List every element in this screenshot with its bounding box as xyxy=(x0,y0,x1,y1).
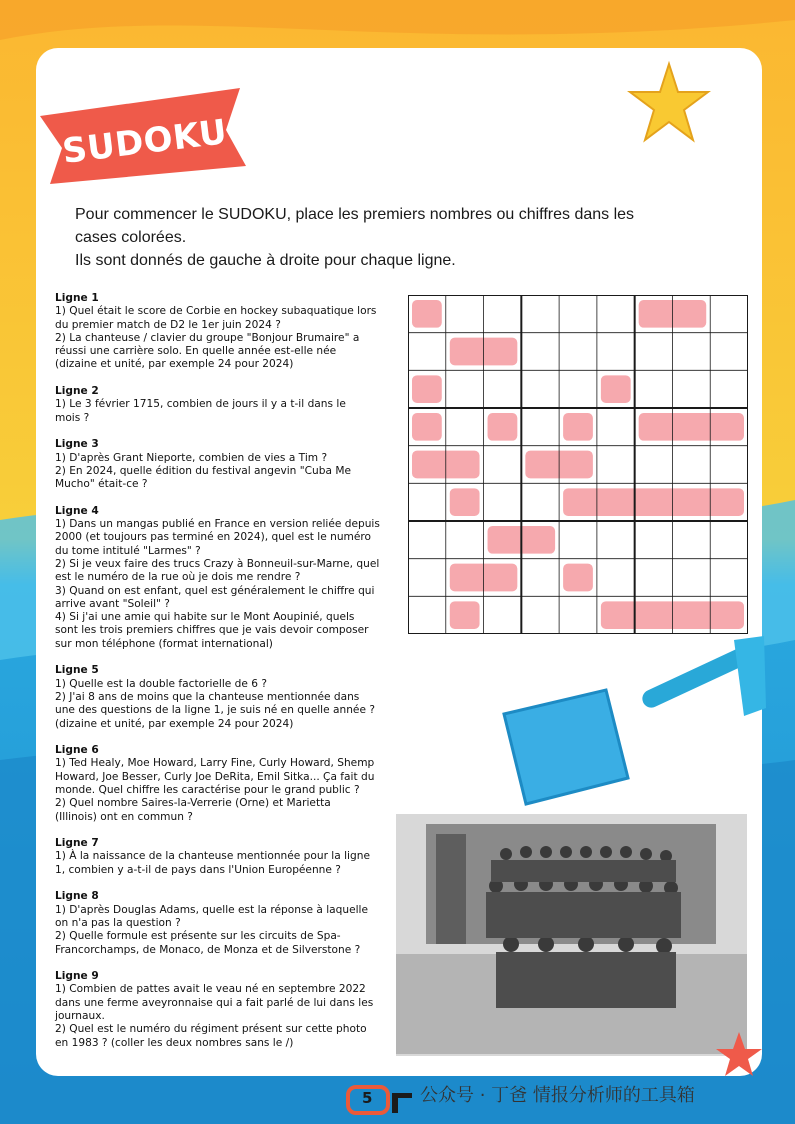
sudoku-cell[interactable] xyxy=(408,596,446,634)
sudoku-cell[interactable] xyxy=(635,446,673,484)
sudoku-cell[interactable] xyxy=(710,559,748,597)
question-block-2 xyxy=(55,385,395,425)
highlight-cell-run xyxy=(601,375,631,403)
page-logo-icon xyxy=(346,1083,416,1117)
sudoku-cell[interactable] xyxy=(521,333,559,371)
sudoku-cell[interactable] xyxy=(408,483,446,521)
sudoku-cell[interactable] xyxy=(446,295,484,333)
intro-line-1: Pour commencer le SUDOKU, place les premiers nombres ou chiffres dans les xyxy=(75,206,635,223)
sudoku-cell[interactable] xyxy=(484,446,522,484)
question-block-7 xyxy=(55,837,395,877)
question-title: Ligne 5 xyxy=(55,664,99,677)
highlight-cell-run xyxy=(412,375,442,403)
sudoku-cell[interactable] xyxy=(521,559,559,597)
sudoku-cell[interactable] xyxy=(597,295,635,333)
sudoku-cell[interactable] xyxy=(710,295,748,333)
sudoku-cell[interactable] xyxy=(521,370,559,408)
sudoku-cell[interactable] xyxy=(484,370,522,408)
question-text: 1) D'après Douglas Adams, quelle est la réponse à laquelle on n'a pas la question ? 2) Quelle formule est présente sur les circuits de Spa- Francorchamps, de Monaco, de Monza et de Silverstone ? xyxy=(55,903,369,956)
intro-line-2: cases colorées. xyxy=(75,229,187,246)
question-block-8 xyxy=(55,890,395,956)
highlight-cell-run xyxy=(412,413,442,441)
page-number: 5 xyxy=(362,1089,373,1107)
sudoku-cell[interactable] xyxy=(521,295,559,333)
sudoku-cell[interactable] xyxy=(597,333,635,371)
sudoku-cell[interactable] xyxy=(408,559,446,597)
question-block-6 xyxy=(55,744,395,824)
sudoku-cell[interactable] xyxy=(484,295,522,333)
regiment-photo xyxy=(396,814,747,1056)
highlight-cell-run xyxy=(412,300,442,328)
question-block-9 xyxy=(55,970,395,1050)
sudoku-cell[interactable] xyxy=(635,370,673,408)
highlight-cell-run xyxy=(563,564,593,592)
shovel-icon xyxy=(498,628,768,808)
sudoku-cell[interactable] xyxy=(635,559,673,597)
questions-list xyxy=(55,292,395,1063)
sudoku-cell[interactable] xyxy=(446,408,484,446)
question-text: 1) Dans un mangas publié en France en version reliée depuis 2000 (et toujours pas terminé en 2024), quel est le numéro du tome intitulé "Larmes" ? 2) Si je veux faire des trucs Crazy à Bonneuil-sur-Marne, quel est le numéro de la rue où je dois me rendre ? 3) Quand on est enfant, quel est généralement le chiffre qui arrive avant "Soleil" ? 4) Si j'ai une amie qui habite sur le Mont Aoupinié, quels sont les trois premiers chiffres que je vais devoir composer sur mon téléphone (format international) xyxy=(55,518,380,650)
sudoku-cell[interactable] xyxy=(597,521,635,559)
highlight-cell-run xyxy=(488,413,518,441)
question-title: Ligne 1 xyxy=(55,292,99,304)
sudoku-cell[interactable] xyxy=(597,446,635,484)
intro-text xyxy=(75,203,675,272)
sudoku-cell[interactable] xyxy=(672,521,710,559)
highlight-cell-run xyxy=(639,413,744,441)
question-title: Ligne 3 xyxy=(55,438,99,451)
highlight-cell-run xyxy=(450,601,480,629)
question-text: 1) Combien de pattes avait le veau né en septembre 2022 dans une ferme aveyronnaise qui a fait parlé de lui dans les journaux. 2) Quel est le numéro du régiment présent sur cette photo en 1983 ? (coller les deux nombres sans le /) xyxy=(55,983,374,1049)
sudoku-cell[interactable] xyxy=(559,370,597,408)
banner-title: SUDOKU xyxy=(60,112,230,172)
question-block-4 xyxy=(55,505,395,651)
question-text: 1) Quel était le score de Corbie en hockey subaquatique lors du premier match de D2 le 1er juin 2024 ? 2) La chanteuse / clavier du groupe "Bonjour Brumaire" a réussi une carrière solo. En quelle année est-elle née (dizaine et unité, par exemple 24 pour 2024) xyxy=(55,305,377,371)
sudoku-cell[interactable] xyxy=(635,333,673,371)
sudoku-cell[interactable] xyxy=(597,408,635,446)
highlight-cell-run xyxy=(563,413,593,441)
highlight-cell-run xyxy=(450,488,480,516)
sudoku-cell[interactable] xyxy=(446,370,484,408)
sudoku-cell[interactable] xyxy=(521,483,559,521)
sudoku-cell[interactable] xyxy=(710,521,748,559)
question-text: 1) D'après Grant Nieporte, combien de vies a Tim ? 2) En 2024, quelle édition du festival angevin "Cuba Me Mucho" était-ce ? xyxy=(55,451,351,491)
sudoku-cell[interactable] xyxy=(484,483,522,521)
red-starfish-icon xyxy=(714,1030,764,1080)
sudoku-cell[interactable] xyxy=(672,559,710,597)
starfish-icon xyxy=(624,58,714,148)
intro-line-3: Ils sont donnés de gauche à droite pour chaque ligne. xyxy=(75,252,456,269)
sudoku-cell[interactable] xyxy=(408,333,446,371)
sudoku-cell[interactable] xyxy=(710,370,748,408)
question-title: Ligne 7 xyxy=(55,837,99,850)
sudoku-cell[interactable] xyxy=(672,370,710,408)
highlight-cell-run xyxy=(563,488,744,516)
question-title: Ligne 8 xyxy=(55,890,99,903)
sudoku-cell[interactable] xyxy=(710,446,748,484)
question-text: 1) Ted Healy, Moe Howard, Larry Fine, Curly Howard, Shemp Howard, Joe Besser, Curly Joe DeRita, Emil Sitka... Ça fait du monde. Quel chiffre les caractérise pour le grand public ? 2) Quel nombre Saires-la-Verrerie (Orne) et Marietta (Illinois) ont en commun ? xyxy=(55,757,375,823)
sudoku-cell[interactable] xyxy=(446,521,484,559)
watermark-text: 公众号 · 丁爸 情报分析师的工具箱 xyxy=(420,1085,695,1106)
question-text: 1) Le 3 février 1715, combien de jours il y a t-il dans le mois ? xyxy=(55,398,346,424)
sudoku-cell[interactable] xyxy=(710,333,748,371)
question-block-3 xyxy=(55,438,395,491)
question-text: 1) À la naissance de la chanteuse mentionnée pour la ligne 1, combien y a-t-il de pays dans l'Union Européenne ? xyxy=(55,850,370,876)
question-title: Ligne 4 xyxy=(55,504,99,517)
sudoku-cell[interactable] xyxy=(559,521,597,559)
sudoku-cell[interactable] xyxy=(672,446,710,484)
sudoku-cell[interactable] xyxy=(408,521,446,559)
sudoku-cell[interactable] xyxy=(559,333,597,371)
sudoku-cell[interactable] xyxy=(559,295,597,333)
question-block-5 xyxy=(55,664,395,730)
sudoku-cell[interactable] xyxy=(597,559,635,597)
question-block-1 xyxy=(55,292,395,372)
question-title: Ligne 9 xyxy=(55,970,99,983)
sudoku-cell[interactable] xyxy=(635,521,673,559)
question-title: Ligne 6 xyxy=(55,744,99,757)
question-title: Ligne 2 xyxy=(55,385,99,398)
question-text: 1) Quelle est la double factorielle de 6 ? 2) J'ai 8 ans de moins que la chanteuse mentionnée dans une des questions de la ligne 1, je suis né en quelle année ? (dizaine et unité, par exemple 24 pour 2024) xyxy=(55,677,375,730)
sudoku-cell[interactable] xyxy=(521,408,559,446)
sudoku-grid[interactable] xyxy=(408,295,748,634)
sudoku-cell[interactable] xyxy=(672,333,710,371)
